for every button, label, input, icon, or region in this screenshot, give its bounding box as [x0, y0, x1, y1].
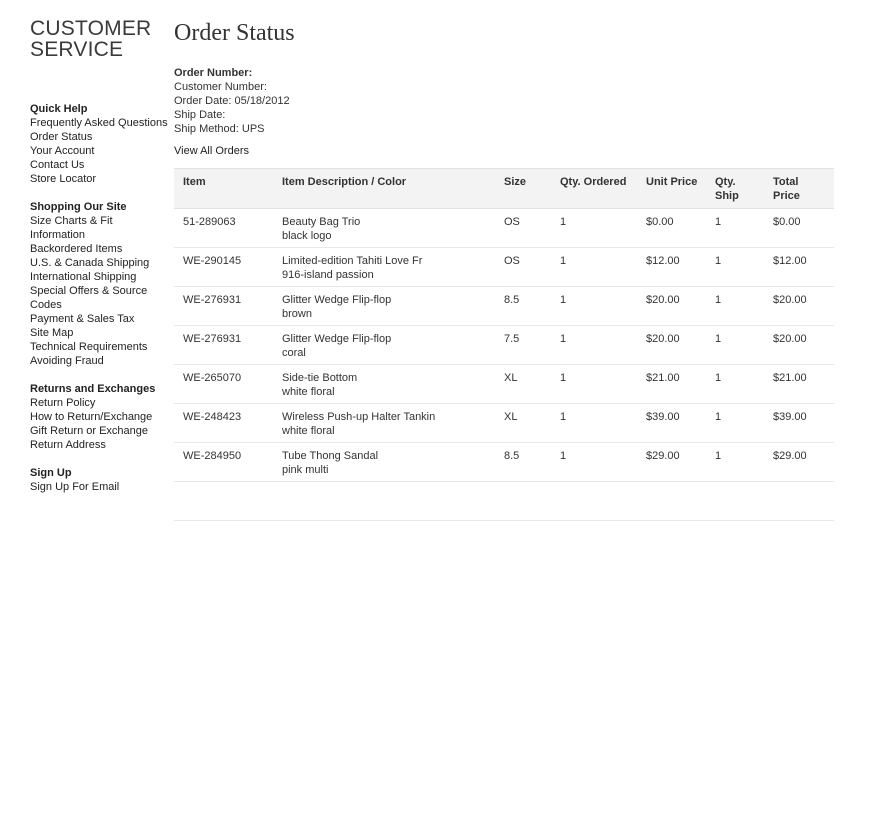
sidebar-link[interactable]: Contact Us: [30, 159, 85, 171]
order-date-label: Order Date: 05/18/2012: [174, 95, 290, 107]
cell-description: [273, 287, 495, 326]
faded-cell: [273, 482, 495, 521]
cell-total-price: $20.00: [764, 326, 834, 365]
table-row: [174, 326, 834, 365]
cell-size: XL: [495, 404, 551, 443]
item-color: white floral: [282, 425, 335, 437]
brand-line-1: CUSTOMER: [30, 17, 152, 40]
order-number-label: Order Number:: [174, 67, 253, 79]
cell-qty-ship: 1: [706, 443, 764, 482]
faded-cell: [764, 482, 834, 521]
table-row: [174, 248, 834, 287]
faded-cell: [495, 482, 551, 521]
cell-qty-ship: 1: [706, 248, 764, 287]
cell-description: [273, 365, 495, 404]
faded-cell: [174, 482, 273, 521]
cell-unit-price: $20.00: [637, 326, 706, 365]
table-header-row: [174, 169, 834, 209]
sidebar-link[interactable]: How to Return/Exchange: [30, 411, 153, 423]
item-description: Beauty Bag Trio: [282, 216, 361, 228]
cell-unit-price: $29.00: [637, 443, 706, 482]
sidebar-link[interactable]: International Shipping: [30, 271, 137, 283]
cell-unit-price: $21.00: [637, 365, 706, 404]
order-items-table: [174, 168, 834, 521]
customer-number-label: Customer Number:: [174, 81, 267, 93]
main-content: [174, 20, 834, 521]
header-unit-price: Unit Price: [637, 169, 706, 209]
cell-qty-ordered: 1: [551, 365, 637, 404]
cell-item: WE-284950: [174, 443, 273, 482]
item-color: coral: [282, 347, 306, 359]
cell-unit-price: $20.00: [637, 287, 706, 326]
cell-qty-ship: 1: [706, 287, 764, 326]
sidebar-link[interactable]: Site Map: [30, 327, 74, 339]
cell-description: [273, 404, 495, 443]
table-body: [174, 209, 834, 521]
header-qty-ordered: Qty. Ordered: [551, 169, 637, 209]
item-description: Wireless Push-up Halter Tankin: [282, 411, 436, 423]
brand-line-2: SERVICE: [30, 38, 124, 61]
table-row: [174, 365, 834, 404]
brand-logo: [30, 18, 151, 60]
cell-qty-ship: 1: [706, 326, 764, 365]
sidebar-link[interactable]: Payment & Sales Tax: [30, 313, 135, 325]
cell-qty-ship: 1: [706, 365, 764, 404]
cell-size: 8.5: [495, 443, 551, 482]
cell-size: XL: [495, 365, 551, 404]
table-row: [174, 287, 834, 326]
header-description: Item Description / Color: [273, 169, 495, 209]
cell-qty-ordered: 1: [551, 443, 637, 482]
item-description: Glitter Wedge Flip-flop: [282, 294, 392, 306]
sidebar-section: [30, 200, 170, 368]
cell-unit-price: $39.00: [637, 404, 706, 443]
item-description: Limited-edition Tahiti Love Fr: [282, 255, 423, 267]
header-total-price: Total Price: [764, 169, 834, 209]
page-title: Order Status: [174, 20, 295, 46]
cell-qty-ordered: 1: [551, 248, 637, 287]
item-description: Side-tie Bottom: [282, 372, 358, 384]
sidebar-section: [30, 466, 170, 494]
cell-description: [273, 326, 495, 365]
sidebar-link[interactable]: Return Address: [30, 439, 106, 451]
sidebar-link[interactable]: Size Charts & Fit Information: [30, 215, 113, 241]
sidebar-link[interactable]: Technical Requirements: [30, 341, 148, 353]
cell-size: OS: [495, 209, 551, 248]
faded-cell: [637, 482, 706, 521]
cell-total-price: $29.00: [764, 443, 834, 482]
sidebar-link[interactable]: Your Account: [30, 145, 95, 157]
table-row: [174, 404, 834, 443]
sidebar-link[interactable]: Special Offers & Source Codes: [30, 285, 148, 311]
cell-description: [273, 443, 495, 482]
cell-description: [273, 209, 495, 248]
item-color: black logo: [282, 230, 332, 242]
header-qty-ship: Qty. Ship: [706, 169, 764, 209]
sidebar-heading: Returns and Exchanges: [30, 383, 156, 395]
faded-row: [174, 482, 834, 521]
cell-qty-ordered: 1: [551, 404, 637, 443]
cell-qty-ship: 1: [706, 209, 764, 248]
sidebar-link[interactable]: Frequently Asked Questions: [30, 117, 168, 129]
header-item: Item: [174, 169, 273, 209]
sidebar-link[interactable]: Store Locator: [30, 173, 97, 185]
cell-size: 8.5: [495, 287, 551, 326]
sidebar-heading: Shopping Our Site: [30, 201, 127, 213]
ship-method-label: Ship Method: UPS: [174, 123, 265, 135]
cell-item: WE-276931: [174, 287, 273, 326]
cell-item: WE-265070: [174, 365, 273, 404]
cell-item: 51-289063: [174, 209, 273, 248]
sidebar-section: [30, 102, 170, 186]
cell-qty-ship: 1: [706, 404, 764, 443]
cell-total-price: $0.00: [764, 209, 834, 248]
cell-unit-price: $0.00: [637, 209, 706, 248]
item-color: 916-island passion: [282, 269, 374, 281]
item-color: pink multi: [282, 464, 329, 476]
table-row: [174, 209, 834, 248]
item-color: white floral: [282, 386, 335, 398]
faded-cell: [706, 482, 764, 521]
sidebar-link[interactable]: Backordered Items: [30, 243, 123, 255]
cell-total-price: $21.00: [764, 365, 834, 404]
cell-size: OS: [495, 248, 551, 287]
cell-qty-ordered: 1: [551, 209, 637, 248]
item-color: brown: [282, 308, 312, 320]
sidebar-nav: [30, 102, 170, 508]
cell-item: WE-248423: [174, 404, 273, 443]
cell-unit-price: $12.00: [637, 248, 706, 287]
sidebar-heading: Quick Help: [30, 103, 88, 115]
cell-size: 7.5: [495, 326, 551, 365]
cell-total-price: $12.00: [764, 248, 834, 287]
cell-description: [273, 248, 495, 287]
header-size: Size: [495, 169, 551, 209]
cell-item: WE-290145: [174, 248, 273, 287]
order-info: [174, 66, 834, 136]
sidebar-link[interactable]: Return Policy: [30, 397, 96, 409]
item-description: Tube Thong Sandal: [282, 450, 379, 462]
cell-total-price: $39.00: [764, 404, 834, 443]
view-all-orders-link[interactable]: View All Orders: [174, 145, 249, 157]
sidebar-link[interactable]: Sign Up For Email: [30, 481, 120, 493]
faded-cell: [551, 482, 637, 521]
cell-item: WE-276931: [174, 326, 273, 365]
sidebar-link[interactable]: Gift Return or Exchange: [30, 425, 149, 437]
cell-qty-ordered: 1: [551, 287, 637, 326]
sidebar-heading: Sign Up: [30, 467, 72, 479]
table-row: [174, 443, 834, 482]
cell-total-price: $20.00: [764, 287, 834, 326]
ship-date-label: Ship Date:: [174, 109, 226, 121]
sidebar-link[interactable]: Avoiding Fraud: [30, 355, 104, 367]
sidebar-section: [30, 382, 170, 452]
cell-qty-ordered: 1: [551, 326, 637, 365]
sidebar-link[interactable]: Order Status: [30, 131, 93, 143]
item-description: Glitter Wedge Flip-flop: [282, 333, 392, 345]
sidebar-link[interactable]: U.S. & Canada Shipping: [30, 257, 150, 269]
